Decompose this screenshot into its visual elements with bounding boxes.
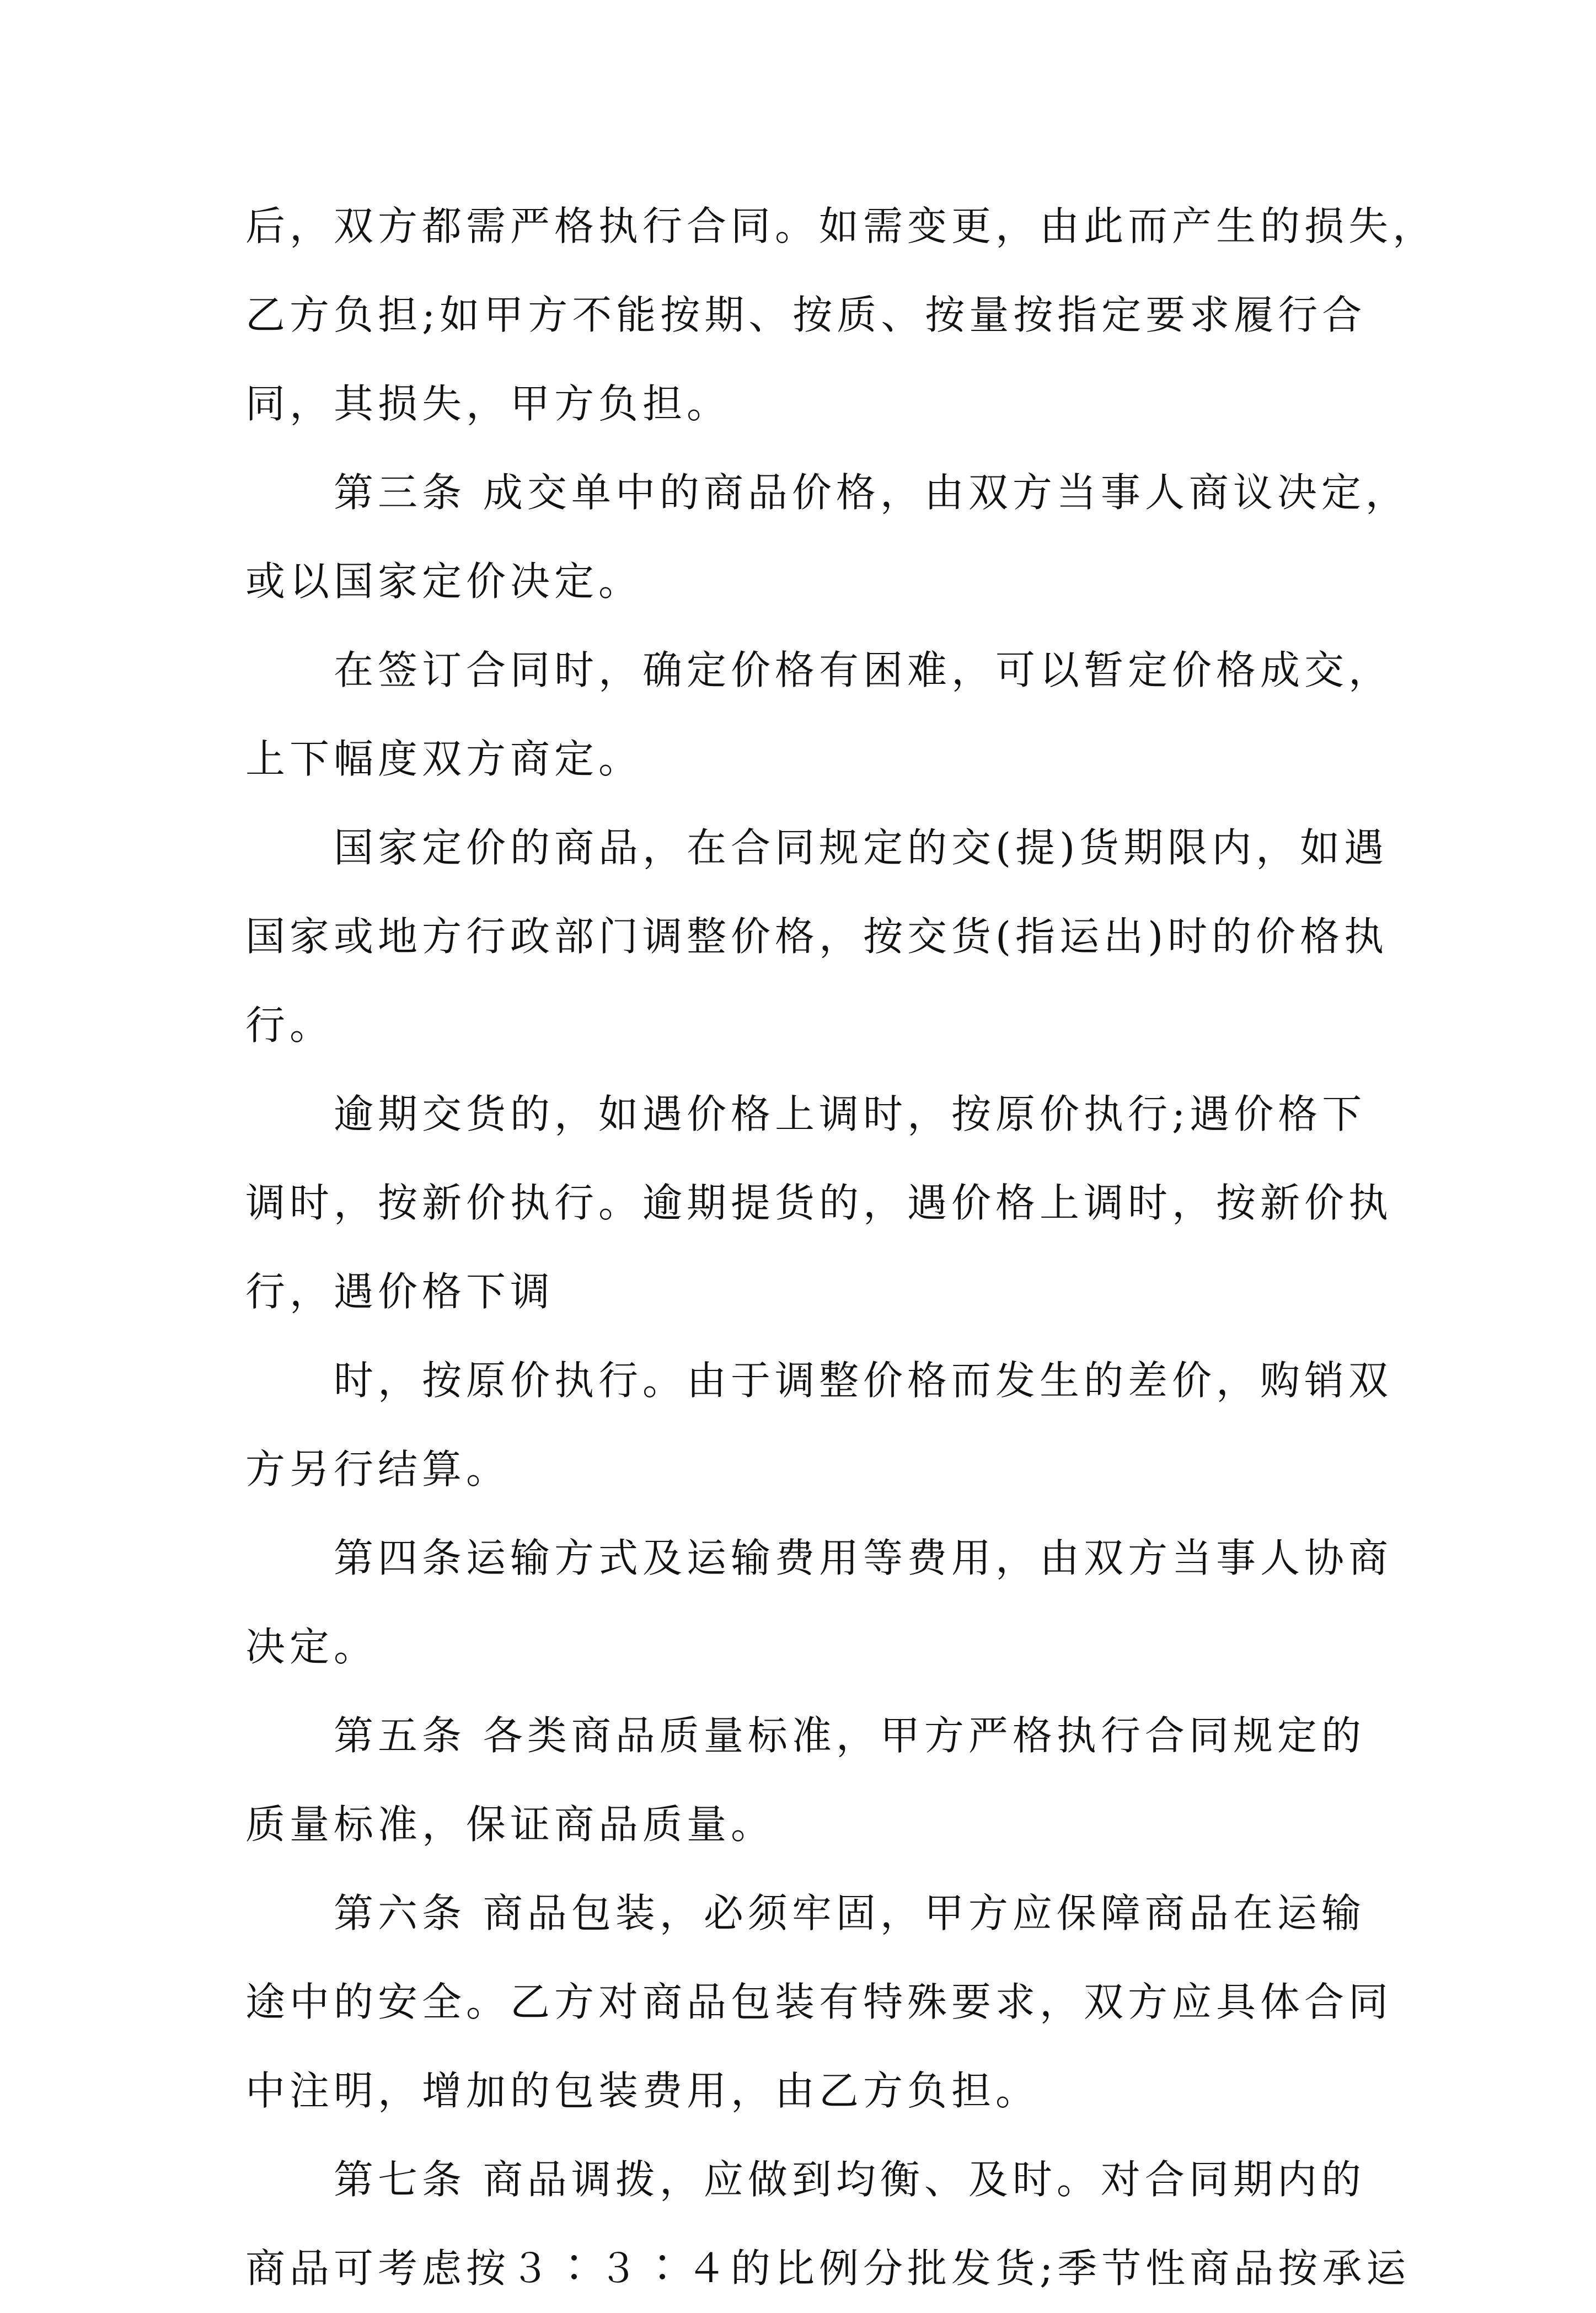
text-line: 时，按原价执行。由于调整价格而发生的差价，购销双 <box>334 1357 1393 1404</box>
text-line: 第三条 成交单中的商品价格，由双方当事人商议决定， <box>334 469 1410 516</box>
text-line: 第六条 商品包装，必须牢固，甲方应保障商品在运输 <box>334 1890 1365 1936</box>
text-line: 国家定价的商品，在合同规定的交(提)货期限内，如遇 <box>334 824 1389 871</box>
text-line: 行。 <box>245 1002 334 1048</box>
text-line: 行，遇价格下调 <box>245 1268 555 1315</box>
text-line: 逾期交货的，如遇价格上调时，按原价执行;遇价格下 <box>334 1091 1367 1137</box>
text-line: 乙方负担;如甲方不能按期、按质、按量按指定要求履行合 <box>245 292 1367 338</box>
text-line: 质量标准，保证商品质量。 <box>245 1801 775 1848</box>
text-line: 第四条运输方式及运输费用等费用，由双方当事人协商 <box>334 1535 1393 1581</box>
text-line: 在签订合同时，确定价格有困难，可以暂定价格成交， <box>334 647 1393 693</box>
contract-text-body <box>245 182 1437 2313</box>
text-line: 第七条 商品调拨，应做到均衡、及时。对合同期内的 <box>334 2156 1365 2203</box>
text-line: 同，其损失，甲方负担。 <box>245 381 731 427</box>
text-line: 第五条 各类商品质量标准，甲方严格执行合同规定的 <box>334 1712 1365 1759</box>
text-line: 商品可考虑按３∶３∶４的比例分批发货;季节性商品按承运 <box>245 2245 1411 2291</box>
text-line: 中注明，增加的包装费用，由乙方负担。 <box>245 2068 1040 2114</box>
text-line: 上下幅度双方商定。 <box>245 736 643 782</box>
text-line: 或以国家定价决定。 <box>245 558 643 604</box>
text-line: 调时，按新价执行。逾期提货的，遇价格上调时，按新价执 <box>245 1180 1393 1226</box>
text-line: 方另行结算。 <box>245 1446 511 1492</box>
text-line: 国家或地方行政部门调整价格，按交货(指运出)时的价格执 <box>245 913 1389 960</box>
text-line: 决定。 <box>245 1624 378 1670</box>
text-line: 后，双方都需严格执行合同。如需变更，由此而产生的损失， <box>245 203 1437 249</box>
text-line: 途中的安全。乙方对商品包装有特殊要求，双方应具体合同 <box>245 1979 1393 2025</box>
